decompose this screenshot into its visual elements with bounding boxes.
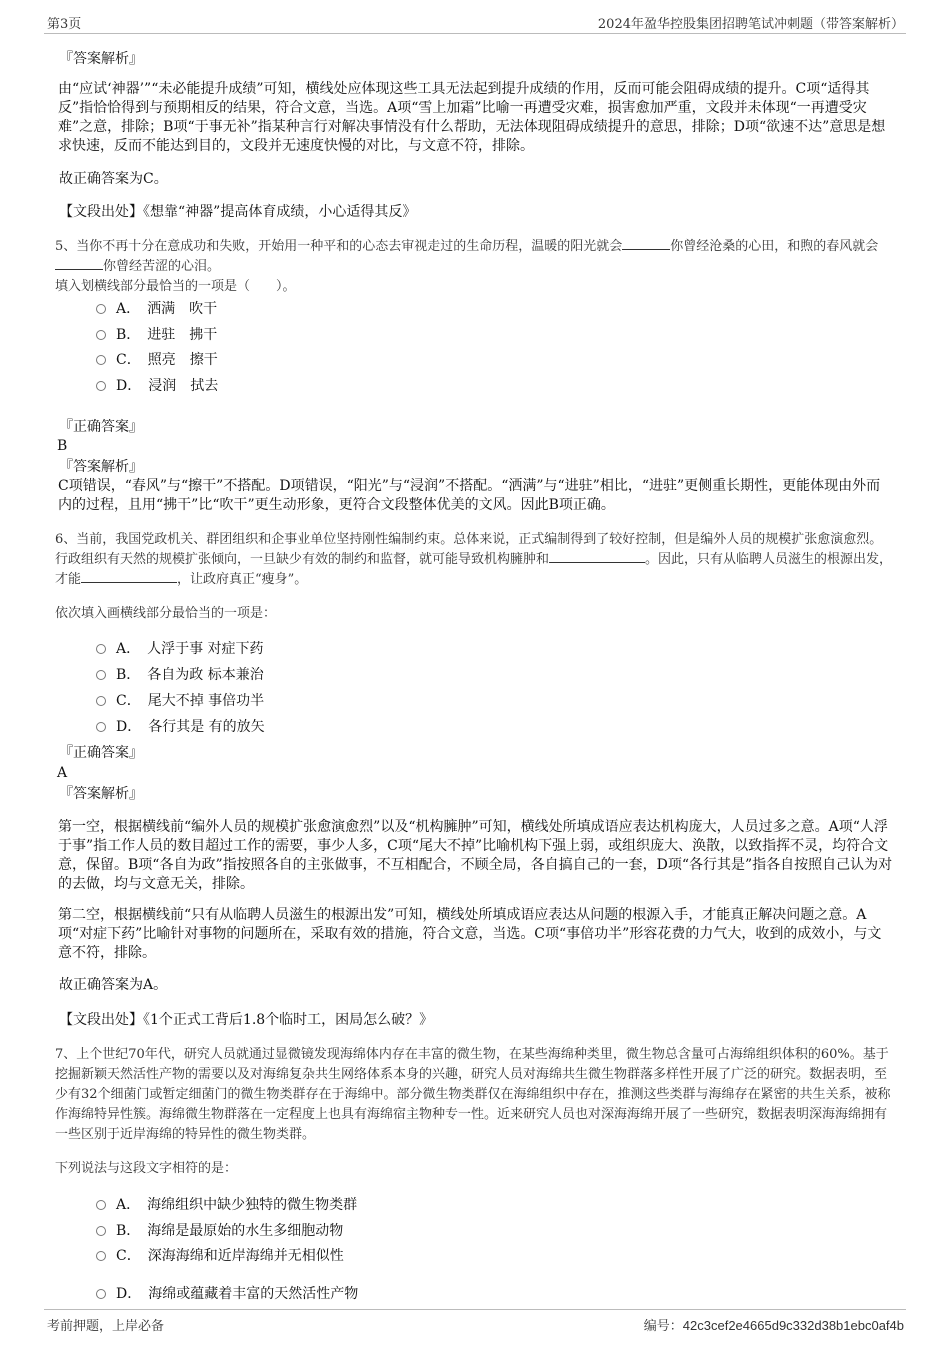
q6-source: 【文段出处】《1个正式工背后1.8个临时工，困局怎么破？》 [59,1012,434,1028]
q5-stem [55,237,893,297]
q5-prompt: 填入划横线部分最恰当的一项是（ ）。 [55,279,296,294]
q5-option-c[interactable]: C． 照亮 擦干 [96,350,218,370]
q6-analysis-label: 『答案解析』 [59,786,143,802]
q7-stem: 7、上个世纪70年代，研究人员就通过显微镜发现海绵体内存在丰富的微生物，在某些海绵种类里，微生物总含量可占海绵组织体积的60%。基于挖掘新颖天然活性产物的需要以及对海绵复杂共生网络体系本身的兴趣，研究人员对海绵共生微生物群落多样性开展了广泛的研究。数据表明，至少有32个细菌门或暂定细菌门的微生物类群存在于海绵中。部分微生物类群仅在海绵组织中存在，推测这些类群与海绵存在紧密的共生关系，被称作海绵特异性簇。海绵微生物群落在一定程度上也具有海绵宿主物种专一性。近来研究人员也对深海海绵开展了一些研究，数据表明深海海绵拥有一些区别于近岸海绵的特异性的微生物类群。 [55,1047,891,1142]
q4-conclusion: 故正确答案为C。 [59,171,168,187]
radio-icon[interactable] [96,722,106,732]
q6-option-c[interactable]: C． 尾大不掉 事倍功半 [96,691,264,711]
q7-option-b[interactable]: B． 海绵是最原始的水生多细胞动物 [96,1221,343,1241]
q5-stem-part-a: 5、当你不再十分在意成功和失败，开始用一种平和的心态去审视走过的生命历程，温暖的阳光就会 [55,239,623,254]
radio-icon[interactable] [96,355,106,365]
radio-icon[interactable] [96,1251,106,1261]
q5-correct-answer: B [57,438,68,454]
q5-stem-part-b: 你曾经沧桑的心田，和煦的春风就会 [670,239,879,254]
document-title: 2024年盈华控股集团招聘笔试冲刺题（带答案解析） [597,17,904,32]
q5-analysis-label: 『答案解析』 [59,459,143,475]
q7-option-c[interactable]: C． 深海海绵和近岸海绵并无相似性 [96,1246,344,1266]
q5-correct-label: 『正确答案』 [59,419,143,435]
header-divider [44,33,906,34]
q6-prompt: 依次填入画横线部分最恰当的一项是： [55,606,277,621]
footer-code [644,1315,904,1334]
q6-option-b[interactable]: B． 各自为政 标本兼治 [96,665,264,685]
q6-stem: 6、当前，我国党政机关、群团组织和企事业单位坚持刚性编制约束。总体来说，正式编制得到了较好控制，但是编外人员的规模扩张愈演愈烈。行政组织有天然的规模扩张倾向，一旦缺少有效的制约和监督，就可能导致机构臃肿和 。因此，只有从临聘人员滋生的根源出发，才能 ，让政府真正“瘦身”。 [55,532,893,587]
q6-correct-answer: A [57,765,68,781]
radio-icon[interactable] [96,670,106,680]
q5-blank-1 [622,237,670,250]
radio-icon[interactable] [96,696,106,706]
q5-blank-2 [55,257,103,270]
footer-code-label: 编号： [643,1319,683,1334]
page-number: 第3页 [47,17,82,32]
radio-icon[interactable] [96,644,106,654]
q5-option-d[interactable]: D． 浸润 拭去 [96,376,218,396]
q7-option-a[interactable]: A． 海绵组织中缺少独特的微生物类群 [96,1195,357,1215]
q6-blank-2 [81,570,177,583]
q5-option-a[interactable]: A． 洒满 吹干 [96,299,217,319]
q5-analysis-text: C项错误，“春风”与“擦干”不搭配。D项错误，“阳光”与“浸润”不搭配。“洒满”与“进驻”相比，“进驻”更侧重长期性，更能体现由外而内的过程，且用“拂干”比“吹干”更生动形象，更符合文段整体优美的文风。因此B项正确。 [58,478,881,513]
q4-source: 【文段出处】《想靠“神器”提高体育成绩，小心适得其反》 [59,204,417,220]
q6-blank-1 [549,550,645,563]
q7-prompt: 下列说法与这段文字相符的是： [55,1161,238,1176]
q5-option-b[interactable]: B． 进驻 拂干 [96,325,217,345]
q4-analysis-label: 『答案解析』 [59,51,143,67]
radio-icon[interactable] [96,381,106,391]
radio-icon[interactable] [96,330,106,340]
footer-code-value: 42c3cef2e4665d9c332d38b1ebc0af4b [682,1318,904,1333]
q6-option-a[interactable]: A． 人浮于事 对症下药 [96,639,264,659]
q6-correct-label: 『正确答案』 [59,745,143,761]
footer-slogan: 考前押题，上岸必备 [47,1319,165,1334]
radio-icon[interactable] [96,304,106,314]
q5-stem-part-c: 你曾经苦涩的心泪。 [103,259,221,274]
q6-option-d[interactable]: D． 各行其是 有的放矢 [96,717,265,737]
footer-divider [44,1309,906,1310]
radio-icon[interactable] [96,1289,106,1299]
radio-icon[interactable] [96,1226,106,1236]
q4-analysis-text: 由“应试‘神器’”“未必能提升成绩”可知，横线处应体现这些工具无法起到提升成绩的作用，反而可能会阻碍成绩的提升。C项“适得其反”指恰恰得到与预期相反的结果，符合文意，当选。A项“雪上加霜”比喻一再遭受灾难，损害愈加严重，文段并未体现“一再遭受灾难”之意，排除；B项“于事无补”指某种言行对解决事情没有什么帮助，无法体现阻碍成绩提升的意思，排除；D项“欲速不达”意思是想求快速，反而不能达到目的，文段并无速度快慢的对比，与文意不符，排除。 [58,81,886,154]
radio-icon[interactable] [96,1200,106,1210]
q6-analysis-p2: 第二空，根据横线前“只有从临聘人员滋生的根源出发”可知，横线处所填成语应表达从问题的根源入手，才能真正解决问题之意。A项“对症下药”比喻针对事物的问题所在，采取有效的措施，符合文意，当选。C项“事倍功半”形容花费的力气大，收到的成效小，与文意不符，排除。 [58,907,882,961]
q6-analysis-p1: 第一空，根据横线前“编外人员的规模扩张愈演愈烈”以及“机构臃肿”可知，横线处所填成语应表达机构庞大，人员过多之意。A项“人浮于事”指工作人员的数目超过工作的需要，事少人多，C项“尾大不掉”比喻机构下强上弱，或组织庞大、涣散，以致指挥不灵，均符合文意，保留。B项“各自为政”指按照各自的主张做事，不互相配合，不顾全局，各自搞自己的一套，D项“各行其是”指各自按照自己认为对的去做，均与文意无关，排除。 [58,819,893,892]
q7-option-d[interactable]: D． 海绵或蕴藏着丰富的天然活性产物 [96,1284,358,1304]
q6-conclusion: 故正确答案为A。 [59,977,168,993]
